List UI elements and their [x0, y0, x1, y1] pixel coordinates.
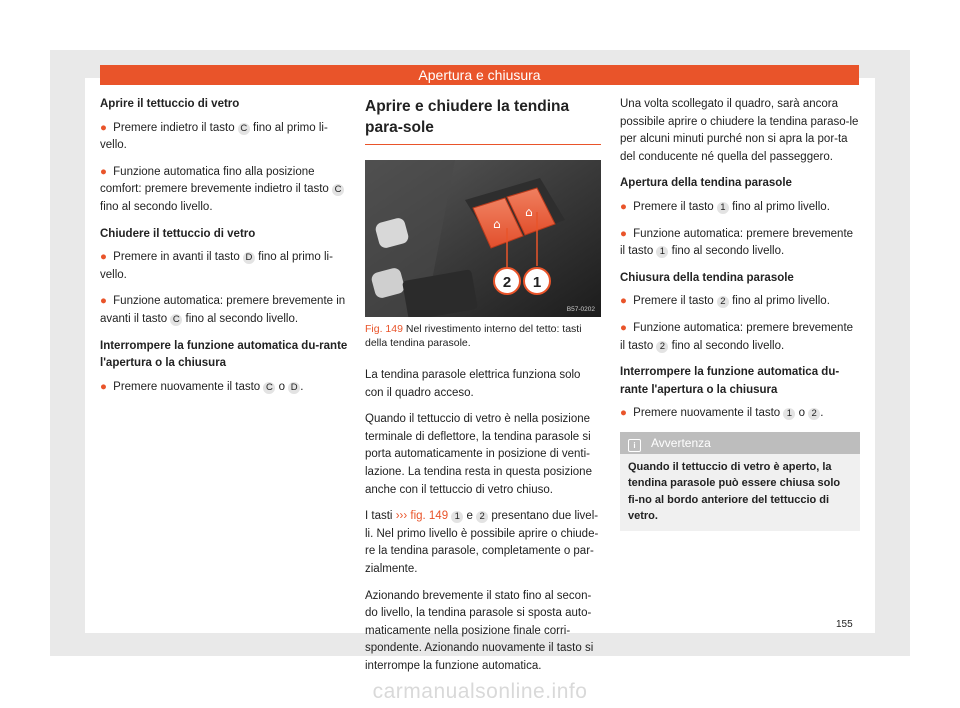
bullet-icon: ● — [100, 165, 107, 178]
bullet-icon: ● — [100, 251, 107, 264]
bullet-icon: ● — [100, 380, 107, 393]
section-header: Apertura e chiusura — [100, 65, 859, 85]
warning-header — [620, 432, 860, 454]
callout-2-label: 2 — [502, 274, 512, 291]
svg-text:⌂: ⌂ — [525, 205, 533, 219]
figure-sunblind-buttons — [365, 160, 601, 317]
heading-interrupt: Interrompere la funzione automatica du-rante l'apertura o la chiusura — [620, 366, 840, 396]
info-icon: i — [628, 439, 641, 452]
bullet-icon: ● — [620, 295, 627, 308]
key-badge: C — [238, 123, 250, 135]
figure-code: B57-0202 — [566, 306, 595, 313]
key-badge: C — [170, 314, 182, 326]
instruction: ● Premere il tasto 1 fino al primo livello. — [620, 200, 830, 213]
key-badge: 2 — [717, 296, 729, 308]
key-badge: D — [243, 252, 255, 264]
key-badge: 1 — [717, 202, 729, 214]
instruction: ● Premere nuovamente il tasto C o D . — [100, 380, 304, 393]
heading-interrupt: Interrompere la funzione automatica du-rante l'apertura o la chiusura — [100, 339, 348, 370]
column-middle — [365, 96, 601, 685]
warning-box — [620, 432, 860, 531]
paragraph: Azionando brevemente il stato fino al secon-do livello, la tendina parasole si sposta auto-maticamente nella posizione finale corri-spondente. Azionando nuovamente il tasto si interrompe la funzione automatica. — [365, 589, 594, 672]
instruction: ● Premere in avanti il tasto D fino al primo li-vello. — [100, 251, 333, 281]
column-right — [620, 96, 860, 531]
svg-text:⌂: ⌂ — [493, 217, 501, 231]
key-badge: 1 — [451, 511, 463, 523]
key-badge: C — [263, 382, 275, 394]
paragraph: Quando il tettuccio di vetro è nella posizione terminale di deflettore, la tendina parasole si porta automaticamente in posizione di venti-lazione. La tendina resta in questa posizione anche con il tettuccio di vetro chiuso. — [365, 413, 592, 496]
figure-illustration — [365, 160, 601, 317]
instruction: ● Funzione automatica fino alla posizione comfort: premere brevemente indietro il tasto C fino al secondo livello. — [100, 164, 352, 217]
page-number: 155 — [836, 619, 853, 630]
key-badge: 2 — [808, 408, 820, 420]
key-badge: 2 — [656, 341, 668, 353]
figure-number: Fig. 149 — [365, 323, 403, 335]
bullet-icon: ● — [100, 295, 107, 308]
instruction: ● Premere nuovamente il tasto 1 o 2 . — [620, 407, 824, 420]
section-title: Aprire e chiudere la tendina para-sole — [365, 96, 601, 145]
key-badge: 1 — [656, 246, 668, 258]
bullet-icon: ● — [620, 200, 627, 213]
bullet-icon: ● — [100, 121, 107, 134]
instruction: ● Funzione automatica: premere brevemente il tasto 1 fino al secondo livello. — [620, 227, 854, 258]
heading-close-glass-roof: Chiudere il tettuccio di vetro — [100, 227, 256, 240]
paragraph: La tendina parasole elettrica funziona solo con il quadro acceso. — [365, 369, 581, 399]
key-badge: D — [288, 382, 300, 394]
heading-open-sunblind: Apertura della tendina parasole — [620, 177, 792, 190]
watermark: carmanualsonline.info — [372, 680, 588, 703]
callout-1-label: 1 — [532, 274, 542, 291]
key-badge: 1 — [783, 408, 795, 420]
warning-title: Avvertenza — [651, 435, 711, 450]
heading-open-glass-roof: Aprire il tettuccio di vetro — [100, 98, 240, 110]
heading-close-sunblind: Chiusura della tendina parasole — [620, 271, 794, 284]
bullet-icon: ● — [620, 227, 627, 240]
instruction: ● Funzione automatica: premere brevemente in avanti il tasto C fino al secondo livello. — [100, 295, 346, 325]
figure-caption: Fig. 149 Nel rivestimento interno del tetto: tasti della tendina parasole. — [365, 323, 582, 349]
instruction: ● Funzione automatica: premere brevemente il tasto 2 fino al secondo livello. — [620, 321, 854, 352]
bullet-icon: ● — [620, 321, 627, 334]
instruction: ● Premere indietro il tasto C fino al primo li-vello. — [100, 121, 328, 152]
key-badge: 2 — [476, 511, 488, 523]
column-left — [100, 96, 352, 405]
key-badge: C — [332, 184, 344, 196]
instruction: ● Premere il tasto 2 fino al primo livello. — [620, 295, 830, 308]
bullet-icon: ● — [620, 407, 627, 420]
warning-text: Quando il tettuccio di vetro è aperto, la tendina parasole può essere chiusa solo fi-no al bordo anteriore del tettuccio di vetro. — [628, 460, 841, 523]
figure-reference-link[interactable]: ››› fig. 149 — [395, 510, 449, 523]
paragraph: I tasti ››› fig. 149 1 e 2 presentano due livel-li. Nel primo livello è possibile aprire o chiude-re la tendina parasole, completamente o par-zialmente. — [365, 510, 599, 575]
paragraph: Una volta scollegato il quadro, sarà ancora possibile aprire o chiudere la tendina paraso-le per alcuni minuti purché non si apra la por-ta del conducente né quella del passeggero. — [620, 98, 859, 163]
